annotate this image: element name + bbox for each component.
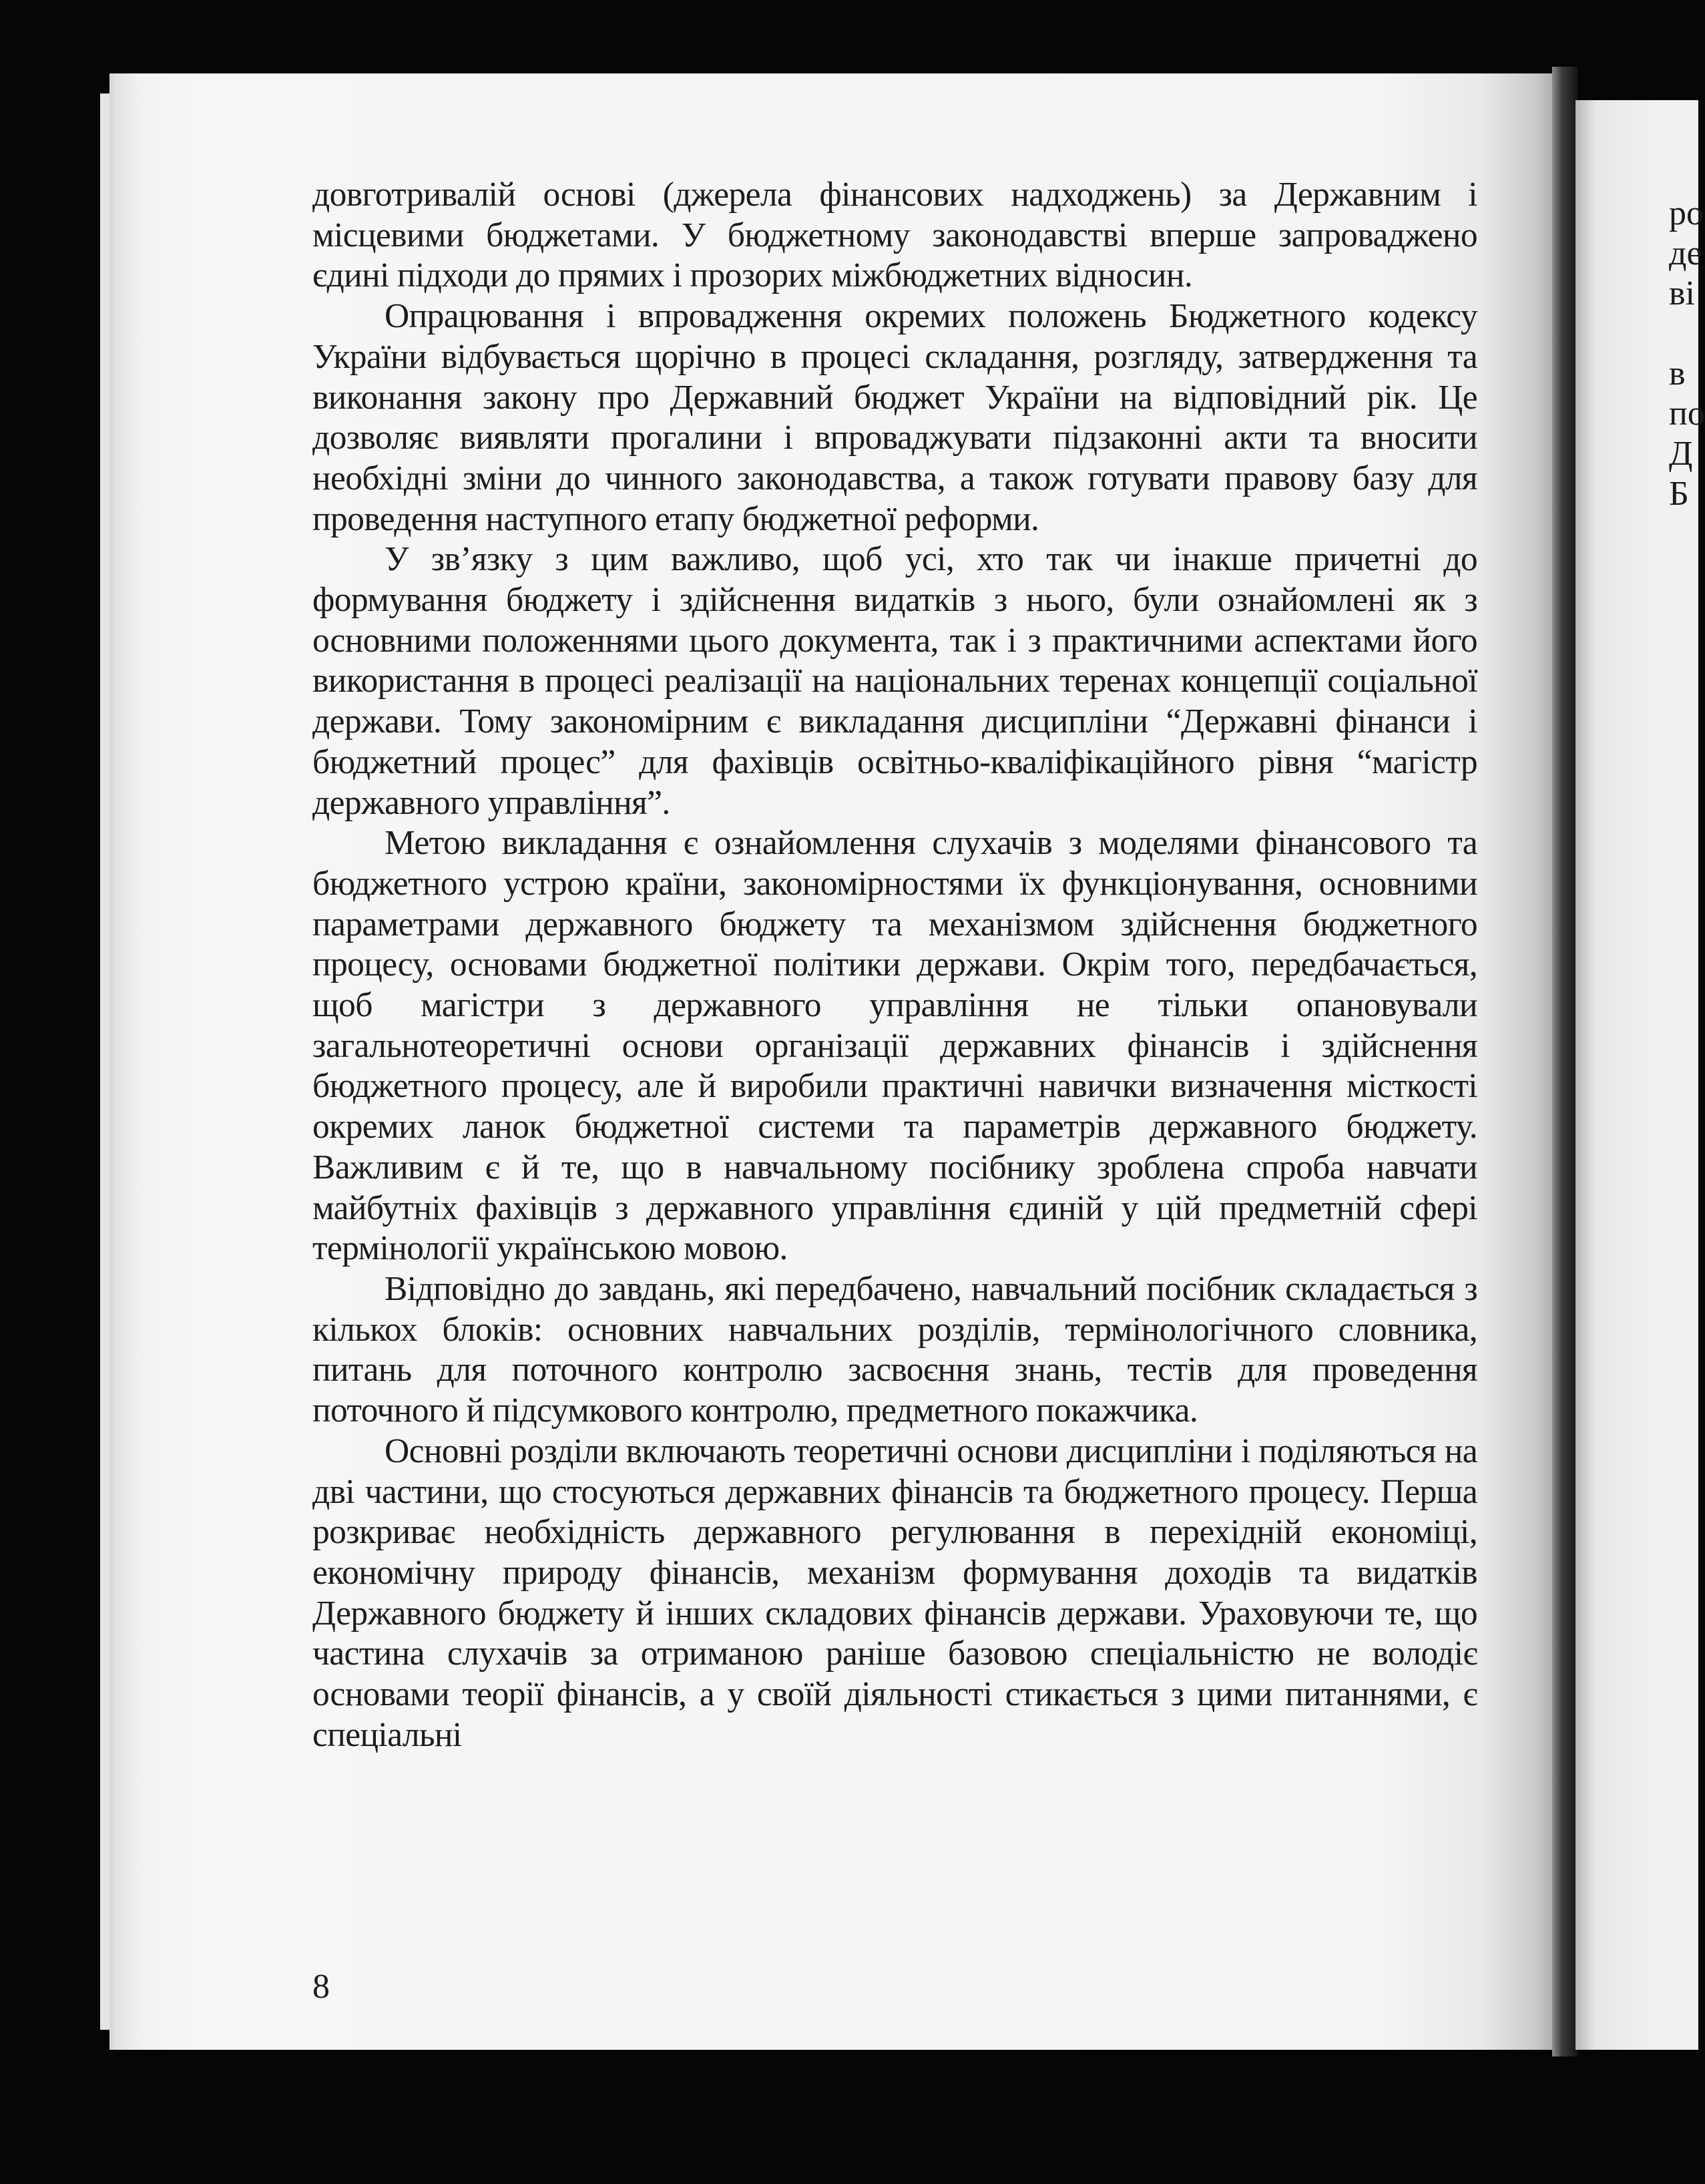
paragraph-1: довготривалій основі (джерела фінансових надходжень) за Державним і місцевими бюджетами. У бюджетному законодавстві вперше запроваджено єдині підходи до прямих і прозорих міжбюджетних відносин. — [312, 176, 1477, 295]
right-line-fragment: Д — [1669, 435, 1693, 473]
right-line-fragment: Б — [1669, 475, 1689, 513]
book-gutter — [1552, 67, 1577, 2056]
right-line-fragment: де — [1669, 234, 1702, 272]
page-number: 8 — [312, 1968, 330, 2006]
right-line-fragment: ві — [1669, 274, 1695, 312]
left-page-text — [312, 175, 1477, 1755]
right-page — [1575, 100, 1705, 2050]
right-line-fragment: по — [1669, 395, 1705, 433]
paragraph-4: Метою викладання є ознайомлення слухачів з моделями фінансового та бюджетного устрою країни, закономірностями їх функціонування, основними параметрами державного бюджету та механізмом здійснення бюджетного процесу, основами бюджетної політики держави. Окрім того, передбачається, щоб магістри з державного управління не тільки опановували загальнотеоретичні основи організації державних фінансів і здійснення бюджетного процесу, але й виробили практичні навички визначення місткості окремих ланок бюджетної системи та параметрів державного бюджету. Важливим є й те, що в навчальному посібнику зроблена спроба навчати майбутніх фахівців з державного управління єдиній у цій предметній сфері термінології українською мовою. — [312, 824, 1477, 1268]
paragraph-3: У зв’язку з цим важливо, щоб усі, хто так чи інакше причетні до формування бюджету і здійснення видатків з нього, були ознайомлені як з основними положеннями цього документа, так і з практичними аспектами його використання в процесі реалізації на національних теренах концепції соціальної держави. Тому закономірним є викладання дисципліни “Державні фінанси і бюджетний процес” для фахівців освітньо-кваліфікаційного рівня “магістр державного управління”. — [312, 540, 1477, 822]
paragraph-2: Опрацювання і впровадження окремих положень Бюджетного кодексу України відбувається щорічно в процесі складання, розгляду, затвердження та виконання закону про Державний бюджет України на відповідний рік. Це дозволяє виявляти прогалини і впроваджувати підзаконні акти та вносити необхідні зміни до чинного законодавства, а також готувати правову базу для проведення наступного етапу бюджетної реформи. — [312, 297, 1477, 538]
right-line-fragment: в — [1669, 355, 1686, 393]
paragraph-6: Основні розділи включають теоретичні основи дисципліни і поділяються на дві частини, що стосуються державних фінансів та бюджетного процесу. Перша розкриває необхідність державного регулювання в перехідній економіці, економічну природу фінансів, механізм формування доходів та видатків Державного бюджету й інших складових фінансів держави. Ураховуючи те, що частина слухачів за отриманою раніше базовою спеціальністю не володіє основами теорії фінансів, а у своїй діяльності стикається з цими питаннями, є спеціальні — [312, 1432, 1477, 1754]
right-line-fragment: ро — [1669, 194, 1704, 232]
paragraph-5: Відповідно до завдань, які передбачено, навчальний посібник складається з кількох блоків: основних навчальних розділів, термінологічного словника, питань для поточного контролю засвоєння знань, тестів для проведення поточного й підсумкового контролю, предметного покажчика. — [312, 1269, 1477, 1430]
